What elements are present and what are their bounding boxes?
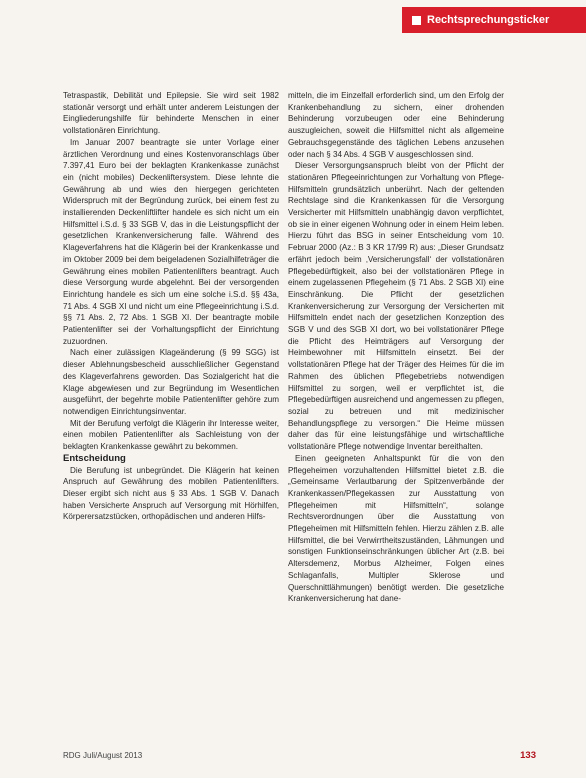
section-badge-label: Rechtsprechungsticker <box>427 14 550 26</box>
page-number: 133 <box>520 750 536 761</box>
paragraph: Dieser Versorgungsanspruch bleibt von der Pflicht der stationären Pflegeeinrichtungen zur Vorhaltung von Pflege-Hilfsmitteln grundsätzlich unberührt. Nach der geltenden Rechtslage sind die Krankenkassen für die Versorgung Versicherter mit Hilfsmitteln unabhängig davon verpflichtet, ob sie in einer eigenen Wohnung oder in einem Heim leben. Hierzu führt das BSG in seiner Entscheidung vom 10. Februar 2000 (Az.: B 3 KR 17/99 R) aus: „Dieser Grundsatz erfährt jedoch beim ‚Versicherungsfall‘ der vollstationären Pflegebedürftigkeit, also bei der vollstationären Pflege in einem zugelassenen Pflegeheim (§ 71 Abs. 2 SGB XI) eine Einschränkung. Die Pflicht der gesetzlichen Krankenversicherung zur Versorgung der Versicherten mit Hilfsmitteln endet nach der gesetzlichen Konzeption des SGB V und des SGB XI dort, wo bei vollstationärer Pflege die Pflicht des Heimträgers auf Versorgung der Heimbewohner mit Hilfsmitteln einsetzt. Bei der vollstationären Pflege hat der Träger des Heimes für die im Rahmen des üblichen Pflegebetriebs notwendigen Hilfsmittel zu sorgen, weil er verpflichtet ist, die Pflegebedürftigen ausreichend und angemessen zu pflegen, sozial zu betreuen und mit medizinischer Behandlungspflege zu versorgen.“ Die Heime müssen daher das für eine leistungsfähige und wirtschaftliche vollstationäre Pflege notwendige Inventar bereithalten. <box>288 161 504 452</box>
footer-journal: RDG Juli/August 2013 <box>63 751 143 760</box>
paragraph: Einen geeigneten Anhaltspunkt für die von den Pflegeheimen vorzuhaltenden Hilfsmittel bietet z.B. die „Gemeinsame Verlautbarung der Spitzenverbände der Krankenkassen/Pflegekassen zur Ausstattung von Pflegeheimen mit Hilfsmitteln“, solange Rechtsverordnungen über die Ausstattung von Pflegeheimen mit Hilfsmitteln fehlen. Hierzu zählen z.B. alle Hilfsmittel, die bei Verwirrtheitszuständen, Lähmungen und sonstigen Funktionseinschränkungen üblicher Art (z.B. bei Altersdemenz, Morbus Alzheimer, Folgen eines Schlaganfalls, Multipler Sklerose und Querschnittlähmungen) benötigt werden. Die gesetzliche Krankenversicherung hat dane- <box>288 453 504 604</box>
section-heading: Entscheidung <box>63 452 126 464</box>
paragraph: Nach einer zulässigen Klageänderung (§ 99 SGG) ist dieser Ablehnungsbescheid ausschließlicher Gegenstand des Klageverfahrens geworden. Das Sozialgericht hat die Klage abgewiesen und zur Begründung im Wesentlichen ausgeführt, der begehrte mobile Patientenlifter gehöre zum notwendigen Einrichtungsinventar. <box>63 348 279 416</box>
paragraph: Tetraspastik, Debilität und Epilepsie. Sie wird seit 1982 stationär versorgt und erhält unter anderem Leistungen der Eingliederungshilfe für behinderte Menschen in einer vollstationären Einrichtung. <box>63 91 279 136</box>
paragraph: Die Berufung ist unbegründet. Die Klägerin hat keinen Anspruch auf Gewährung des mobilen Patientenlifters. Dieser ergibt sich nicht aus § 33 Abs. 1 SGB V. Danach haben Versicherte Anspruch auf Versorgung mit Hörhilfen, Körperersatzstücken, orthopädischen und anderen Hilfs- <box>63 465 279 522</box>
text-column-left <box>63 90 279 523</box>
paragraph: Im Januar 2007 beantragte sie unter Vorlage einer ärztlichen Verordnung und eines Kostenvoranschlags über 7.397,41 Euro bei der beklagten Krankenkasse zunächst ein (nicht mobiles) Deckenliftersystem. Diese lehnte die Gewährung ab und wies den hiergegen gerichteten Widerspruch mit der Begründung zurück, bei einem fest zu installierenden Deckenliftlifter handele es sich nicht um ein Hilfsmittel i.S.d. § 33 SGB V, das in die Leistungspflicht der gesetzlichen Krankenversicherung falle. Während des Klageverfahrens hat die Klägerin bei der Krankenkasse und im Oktober 2009 bei dem beigeladenen Sozialhilfeträger die Gewährung eines mobilen Patientenlifters beantragt. Auch diese Versorgung wurde abgelehnt. Bei der versorgenden Einrichtung handele es sich um eine solche i.S.d. §§ 43a, 71 Abs. 4 SGB XI und nicht um eine Pflegeeinrichtung i.S.d. §§ 71 Abs. 2, 72 Abs. 1 SGB XI. Der beantragte mobile Patientenlifter sei der Vorhaltungspflicht der Einrichtung zuzuordnen. <box>63 137 279 346</box>
square-icon <box>412 16 421 25</box>
paragraph: Mit der Berufung verfolgt die Klägerin ihr Interesse weiter, einen mobilen Patientenlifter als Sachleistung von der beklagten Krankenkasse gewährt zu bekommen. <box>63 418 279 452</box>
text-column-right <box>288 90 504 605</box>
paragraph: mitteln, die im Einzelfall erforderlich sind, um den Erfolg der Krankenbehandlung zu sichern, einer drohenden Behinderung vorzubeugen oder eine Behinderung auszugleichen, soweit die Hilfsmittel nicht als allgemeine Gebrauchsgegenstände des täglichen Lebens anzusehen oder nach § 34 Abs. 4 SGB V ausgeschlossen sind. <box>288 91 504 159</box>
section-badge <box>402 7 586 33</box>
